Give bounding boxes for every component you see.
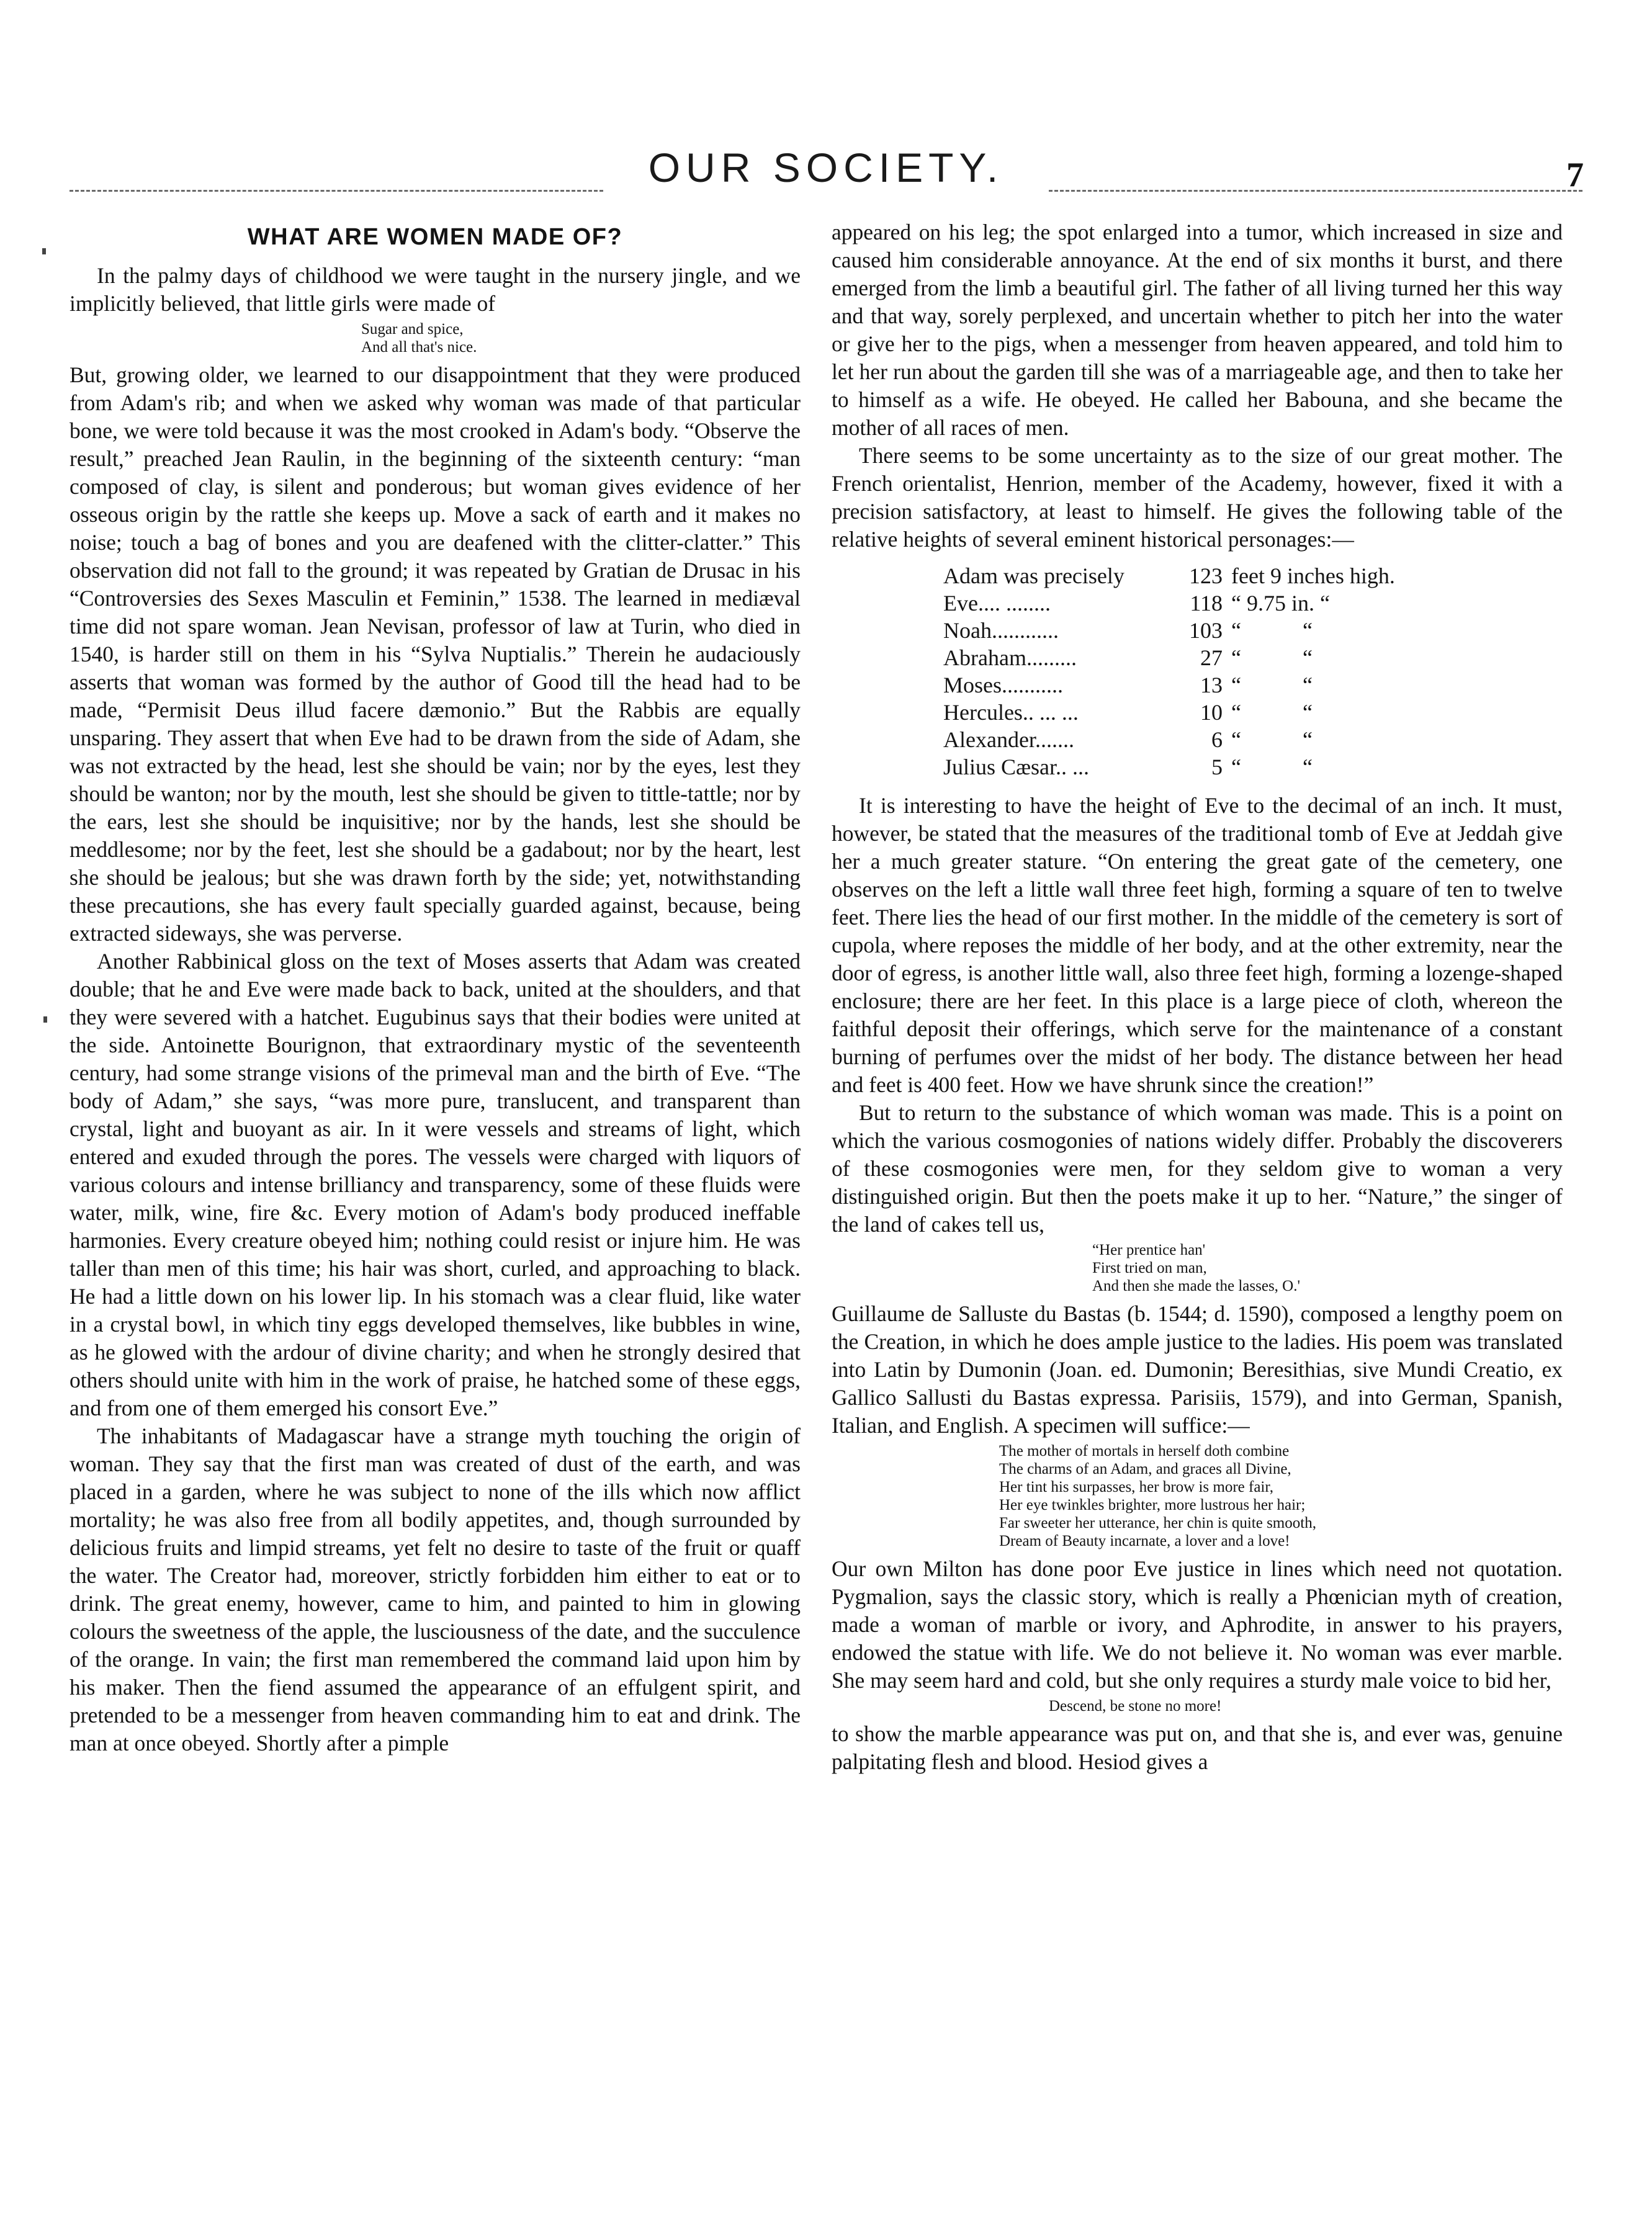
paragraph: Guillaume de Salluste du Bastas (b. 1544; d. 1590), composed a lengthy poem on the Creation, in which he does ample justice to the ladies. His poem was translated into Latin by Dumonin (Joan. ed. Dumonin; Beresithias, sive Mundi Creatio, ex Gallico Sallusti du Bastas expressa. Parisiis, 1579), and into German, Spanish, Italian, and English. A specimen will suffice:— [832,1301,1563,1438]
table-cell-name: Moses........... [943,673,1064,697]
table-row [943,726,1436,753]
publication-title: OUR SOCIETY. [648,145,1004,190]
table-cell-name: Adam was precisely [943,563,1125,588]
table-cell-name: Hercules.. ... ... [943,700,1079,725]
table-cell-value: 103 [1189,618,1223,643]
table-cell-value: 10 [1200,700,1223,725]
nursery-verse [70,320,801,356]
verse-line: Sugar and spice, [361,321,464,338]
masthead [0,143,1652,192]
paragraph: But to return to the substance of which woman was made. This is a point on which the various cosmogonies of nations widely differ. Probably the discoverers of these cosmogonies were men, for they seldom give to woman a very distinguished origin. But then the poets make it up to her. “Nature,” the singer of the land of cakes tell us, [832,1100,1563,1237]
paragraph: appeared on his leg; the spot enlarged into a tumor, which increased in size and caused him considerable annoyance. At the end of six months it burst, and there emerged from the limb a beautiful girl. The father of all living turned her this way and that way, sorely perplexed, and uncertain whether to pitch her into the water or give her to the pigs, when a messenger from heaven appeared, and told him to let her run about the garden till she was of a marriageable age, and then to take her to himself as a wife. He obeyed. He called her Babouna, and she became the mother of all races of men. [832,220,1563,440]
right-column [832,218,1563,1776]
paragraph: There seems to be some uncertainty as to the size of our great mother. The French orientalist, Henrion, member of the Academy, however, fixed it with a precision satisfactory, at least to himself. He gives the following table of the relative heights of several eminent historical personages:— [832,443,1563,552]
table-cell-unit: “ “ [1231,618,1313,643]
table-cell-unit: “ “ [1231,727,1313,752]
table-cell-unit: “ “ [1231,645,1313,670]
table-row [943,699,1436,726]
paragraph: But, growing older, we learned to our disappointment that they were produced from Adam's rib; and when we asked why woman was made of that particular bone, we were told because it was the most crooked in Adam's body. “Observe the result,” preached Jean Raulin, in the beginning of the sixteenth century: “man composed of clay, is silent and ponderous; but woman gives evidence of her osseous origin by the rattle she keeps up. Move a sack of earth and it makes no noise; touch a bag of bones and you are deafened with the clitter-clatter.” This observation did not fall to the ground; it was repeated by Gratian de Drusac in his “Controversies des Sexes Masculin et Feminin,” 1538. The learned in mediæval time did not spare woman. Jean Nevisan, professor of law at Turin, who died in 1540, is harder still on them in his “Sylva Nuptialis.” Therein he audaciously asserts that woman was formed by the author of Good till the head had to be made, “Permisit Deus illud facere dæmonio.” But the Rabbis are equally unsparing. They assert that when Eve had to be drawn from the side of Adam, she was not extracted by the head, lest she should be vain; nor by the eyes, lest they should be wanton; nor by the mouth, lest she should be given to tittle-tattle; nor by the ears, lest she should be inquisitive; nor by the hands, lest she should be meddlesome; nor by the feet, lest she should be a gadabout; nor by the heart, lest she should be jealous; but she was drawn forth by the side; yet, notwithstanding these precautions, she has every fault specially guarded against, because, being extracted sideways, she was perverse. [70,362,801,946]
table-cell-name: Eve.... ........ [943,591,1051,616]
article-title: WHAT ARE WOMEN MADE OF? [247,224,623,250]
table-cell-name: Alexander....... [943,727,1074,752]
table-cell-unit: feet 9 inches high. [1231,563,1395,588]
masthead-rule-left [70,190,603,192]
verse-line: Her eye twinkles brighter, more lustrous her hair; [999,1497,1306,1513]
margin-mark [43,1016,47,1023]
verse-line: Dream of Beauty incarnate, a lover and a love! [999,1533,1290,1549]
pygmalion-verse [832,1697,1563,1715]
burns-verse [832,1241,1563,1295]
table-row [943,671,1436,699]
table-row [943,617,1436,644]
verse-line: The mother of mortals in herself doth combine [999,1443,1290,1459]
left-column [70,218,801,1757]
table-cell-value: 6 [1211,727,1223,752]
bastas-verse [832,1442,1563,1550]
table-row [943,562,1436,589]
table-cell-name: Noah............ [943,618,1059,643]
verse-line: Her tint his surpasses, her brow is more fair, [999,1479,1273,1495]
paragraph: Another Rabbinical gloss on the text of Moses asserts that Adam was created double; that he and Eve were made back to back, united at the shoulders, and that they were severed with a hatchet. Eugubinus says that their bodies were united at the side. Antoinette Bourignon, that extraordinary mystic of the seventeenth century, had some strange visions of the primeval man and the birth of Eve. “The body of Adam,” she says, “was more pure, translucent, and transparent than crystal, light and buoyant as air. In it were vessels and streams of light, which entered and exuded through the pores. The vessels were charged with liquors of various colours and intense brilliancy and transparency, some of these fluids were water, milk, wine, fire &c. Every motion of Adam's body produced ineffable harmonies. Every creature obeyed him; nothing could resist or injure him. He was taller than men of this time; his hair was short, curled, and approaching to black. He had a little down on his lower lip. In his stomach was a clear fluid, like water in a crystal bowl, in which tiny eggs developed themselves, like bubbles in wine, as he glowed with the ardour of divine charity; and when he strongly desired that others should unite with him in the work of praise, he hatched some of these eggs, and from one of them emerged his consort Eve.” [70,949,801,1420]
table-cell-value: 27 [1200,645,1223,670]
table-row [943,753,1436,781]
table-cell-name: Abraham......... [943,645,1077,670]
verse-line: And all that's nice. [361,339,477,356]
verse-line: “Her prentice han' [1092,1242,1206,1258]
paragraph: In the palmy days of childhood we were taught in the nursery jingle, and we implicitly believed, that little girls were made of [70,263,801,316]
paragraph: It is interesting to have the height of Eve to the decimal of an inch. It must, however, be stated that the measures of the traditional tomb of Eve at Jeddah give her a much greater stature. “On entering the great gate of the cemetery, one observes on the left a little wall three feet high, forming a square of ten to twelve feet. There lies the head of our first mother. In the middle of the cemetery is sort of cupola, where reposes the middle of her body, and at the other extremity, near the door of egress, is another little wall, also three feet high, forming a lozenge-shaped enclosure; there are her feet. In this place is a large piece of cloth, whereon the faithful deposit their offerings, which serve for the maintenance of a constant burning of perfumes over the midst of her body. The distance between her head and feet is 400 feet. How we have shrunk since the creation!” [832,793,1563,1097]
table-row [943,644,1436,671]
table-cell-value: 118 [1190,591,1223,616]
masthead-rule-right [1049,190,1582,192]
table-cell-value: 5 [1211,755,1223,779]
height-table [943,562,1436,781]
table-cell-unit: “ “ [1231,755,1313,779]
table-cell-unit: “ 9.75 in. “ [1231,591,1330,616]
table-cell-value: 13 [1200,673,1223,697]
margin-mark [42,248,46,254]
verse-line: And then she made the lasses, O.' [1092,1278,1300,1294]
paragraph: The inhabitants of Madagascar have a strange myth touching the origin of woman. They say that the first man was created of dust of the earth, and was placed in a garden, where he was subject to none of the ills which now afflict mortality; he was also free from all bodily appetites, and, though surrounded by delicious fruits and limpid streams, yet felt no desire to taste of the fruit or quaff the water. The Creator had, moreover, strictly forbidden him either to eat or to drink. The great enemy, however, came to him, and painted to him in glowing colours the sweetness of the apple, the lusciousness of the date, and the succulence of the orange. In vain; the first man remembered the command laid upon him by his maker. Then the fiend assumed the appearance of an effulgent spirit, and pretended to be a messenger from heaven commanding him to eat and drink. The man at once obeyed. Shortly after a pimple [70,1423,801,1755]
verse-line: Descend, be stone no more! [1049,1698,1222,1714]
verse-line: First tried on man, [1092,1260,1207,1276]
paragraph: to show the marble appearance was put on, and that she is, and ever was, genuine palpitating flesh and blood. Hesiod gives a [832,1721,1563,1774]
paragraph: Our own Milton has done poor Eve justice in lines which need not quotation. Pygmalion, says the classic story, which is really a Phœnician myth of creation, made a woman of marble or ivory, and Aphrodite, in answer to his prayers, endowed the statue with life. We do not believe it. No woman was ever marble. She may seem hard and cold, but she only requires a sturdy male voice to bid her, [832,1556,1563,1693]
table-cell-unit: “ “ [1231,700,1313,725]
page-number: 7 [1566,156,1584,194]
table-cell-unit: “ “ [1231,673,1313,697]
table-row [943,589,1436,617]
table-cell-value: 123 [1189,563,1223,588]
table-cell-name: Julius Cæsar.. ... [943,755,1090,779]
verse-line: The charms of an Adam, and graces all Divine, [999,1461,1291,1477]
verse-line: Far sweeter her utterance, her chin is quite smooth, [999,1515,1316,1531]
